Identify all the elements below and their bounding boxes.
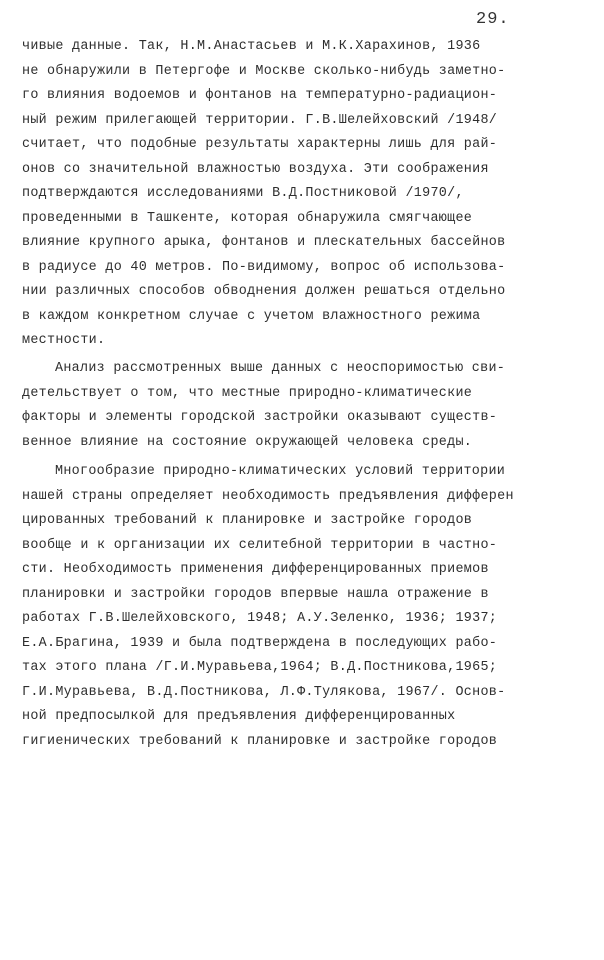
text-line: гигиенических требований к планировке и застройке городов (22, 733, 498, 749)
text-line: в каждом конкретном случае с учетом влажностного режима (22, 308, 481, 324)
text-line: подтверждаются исследованиями В.Д.Постниковой /1970/, (22, 186, 464, 201)
paragraph-first-line: Многообразие природно-климатических условий территории (55, 464, 506, 479)
paragraph-first-line: Анализ рассмотренных выше данных с неоспоримостью сви- (55, 361, 506, 376)
text-line: Г.И.Муравьева, В.Д.Постникова, Л.Ф.Тулякова, 1967/. Основ- (22, 684, 506, 700)
text-line: влияние крупного арыка, фонтанов и плескательных бассейнов (22, 235, 506, 250)
text-line: тах этого плана /Г.И.Муравьева,1964; В.Д.Постникова,1965; (22, 660, 498, 675)
text-line: нии различных способов обводнения должен решаться отдельно (22, 284, 506, 299)
text-line: планировки и застройки городов впервые нашла отражение в (22, 586, 489, 602)
text-line: венное влияние на состояние окружающей человека среды. (22, 434, 473, 450)
text-line: го влияния водоемов и фонтанов на температурно-радиацион- (22, 88, 498, 103)
text-line: местности. (22, 333, 106, 348)
text-line: проведенными в Ташкенте, которая обнаружила смягчающее (22, 210, 473, 226)
page-number: 29. (476, 10, 510, 29)
text-line: работах Г.В.Шелейховского, 1948; А.У.Зеленко, 1936; 1937; (22, 611, 498, 626)
text-line: факторы и элементы городской застройки оказывают существ- (22, 410, 498, 425)
text-line: в радиусе до 40 метров. По-видимому, вопрос об использова- (22, 259, 506, 275)
text-line: не обнаружили в Петергофе и Москве сколько-нибудь заметно- (22, 63, 506, 79)
text-line: чивые данные. Так, Н.М.Анастасьев и М.К.Харахинов, 1936 (22, 39, 481, 54)
text-line: считает, что подобные результаты характерны лишь для рай- (22, 137, 498, 152)
text-line: Е.А.Брагина, 1939 и была подтверждена в последующих рабо- (22, 635, 498, 651)
text-line: сти. Необходимость применения дифференцированных приемов (22, 562, 489, 577)
text-line: детельствует о том, что местные природно-климатические (22, 385, 473, 401)
text-line: цированных требований к планировке и застройке городов (22, 513, 473, 528)
text-line: вообще и к организации их селитебной территории в частно- (22, 537, 498, 553)
text-line: нашей страны определяет необходимость предъявления дифферен (22, 488, 514, 504)
text-line: ный режим прилегающей территории. Г.В.Шелейховский /1948/ (22, 112, 498, 128)
text-line: ной предпосылкой для предъявления дифференцированных (22, 709, 456, 724)
text-line: онов со значительной влажностью воздуха. Эти соображения (22, 161, 489, 177)
